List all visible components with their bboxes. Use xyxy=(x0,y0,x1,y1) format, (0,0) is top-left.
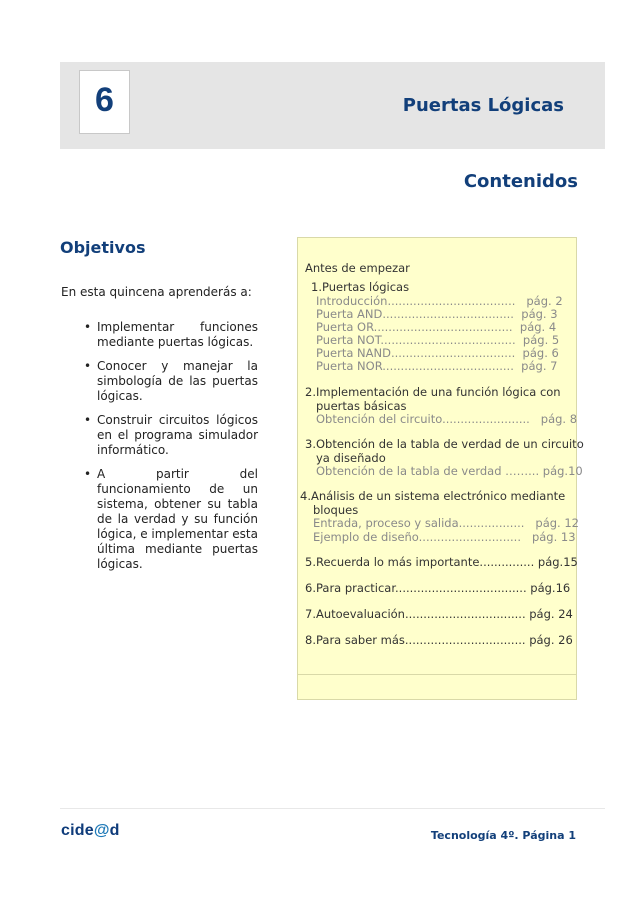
objective-item: • Construir circuitos lógicos en el programa simulador informático. xyxy=(84,413,258,457)
toc-section-2-cont: puertas básicas xyxy=(316,399,407,413)
toc-subitem: Puerta NAND.................................. pág. 6 xyxy=(316,346,559,360)
bullet-icon: • xyxy=(84,320,92,334)
bullet-icon: • xyxy=(84,359,92,373)
toc-section-7: 7.Autoevaluación................................. pág. 24 xyxy=(305,607,573,621)
toc-subitem: Introducción................................... pág. 2 xyxy=(316,294,563,308)
toc-section-8: 8.Para saber más................................. pág. 26 xyxy=(305,633,573,647)
toc-subitem: Puerta NOR.................................... pág. 7 xyxy=(316,359,558,373)
objective-item: • Implementar funciones mediante puertas lógicas. xyxy=(84,320,258,349)
toc-subitem: Ejemplo de diseño............................ pág. 13 xyxy=(313,530,576,544)
toc-section-1: 1.Puertas lógicas xyxy=(311,280,410,294)
toc-subitem: Obtención del circuito........................ pág. 8 xyxy=(316,412,578,426)
toc-section-3-cont: ya diseñado xyxy=(316,451,386,465)
toc-subitem: Puerta OR...................................... pág. 4 xyxy=(316,320,557,334)
chapter-number-box xyxy=(79,70,130,134)
contents-heading: Contenidos xyxy=(463,171,578,192)
toc-section-5: 5.Recuerda lo más importante............... pág.15 xyxy=(305,555,578,569)
cidead-logo: cide@d xyxy=(61,822,120,839)
toc-section-4: 4.Análisis de un sistema electrónico mediante xyxy=(300,489,566,503)
toc-section-6: 6.Para practicar.................................... pág.16 xyxy=(305,581,571,595)
chapter-number: 6 xyxy=(95,81,114,119)
objectives-list xyxy=(80,320,258,581)
toc-section-2: 2.Implementación de una función lógica con xyxy=(305,385,561,399)
bullet-icon: • xyxy=(84,467,92,481)
footer-divider xyxy=(60,808,605,809)
objective-item: • A partir del funcionamiento de un sistema, obtener su tabla de la verdad y su función lógica, e implementar esta última mediante puertas lógicas. xyxy=(84,467,258,571)
objective-item: • Conocer y manejar la simbología de las puertas lógicas. xyxy=(84,359,258,403)
chapter-title: Puertas Lógicas xyxy=(402,95,564,116)
toc-before: Antes de empezar xyxy=(305,261,410,275)
page-label: Tecnología 4º. Página 1 xyxy=(430,829,576,842)
bullet-icon: • xyxy=(84,413,92,427)
toc-section-4-cont: bloques xyxy=(313,503,359,517)
objectives-heading: Objetivos xyxy=(60,238,146,257)
toc-subitem: Puerta NOT..................................... pág. 5 xyxy=(316,333,560,347)
toc-subitem: Puerta AND.................................... pág. 3 xyxy=(316,307,558,321)
toc-subitem: Obtención de la tabla de verdad ……... pág.10 xyxy=(316,464,583,478)
toc-subitem: Entrada, proceso y salida.................. pág. 12 xyxy=(313,516,579,530)
toc-section-3: 3.Obtención de la tabla de verdad de un circuito xyxy=(305,437,584,451)
contents-box-divider xyxy=(298,674,577,675)
objectives-intro: En esta quincena aprenderás a: xyxy=(61,285,252,299)
